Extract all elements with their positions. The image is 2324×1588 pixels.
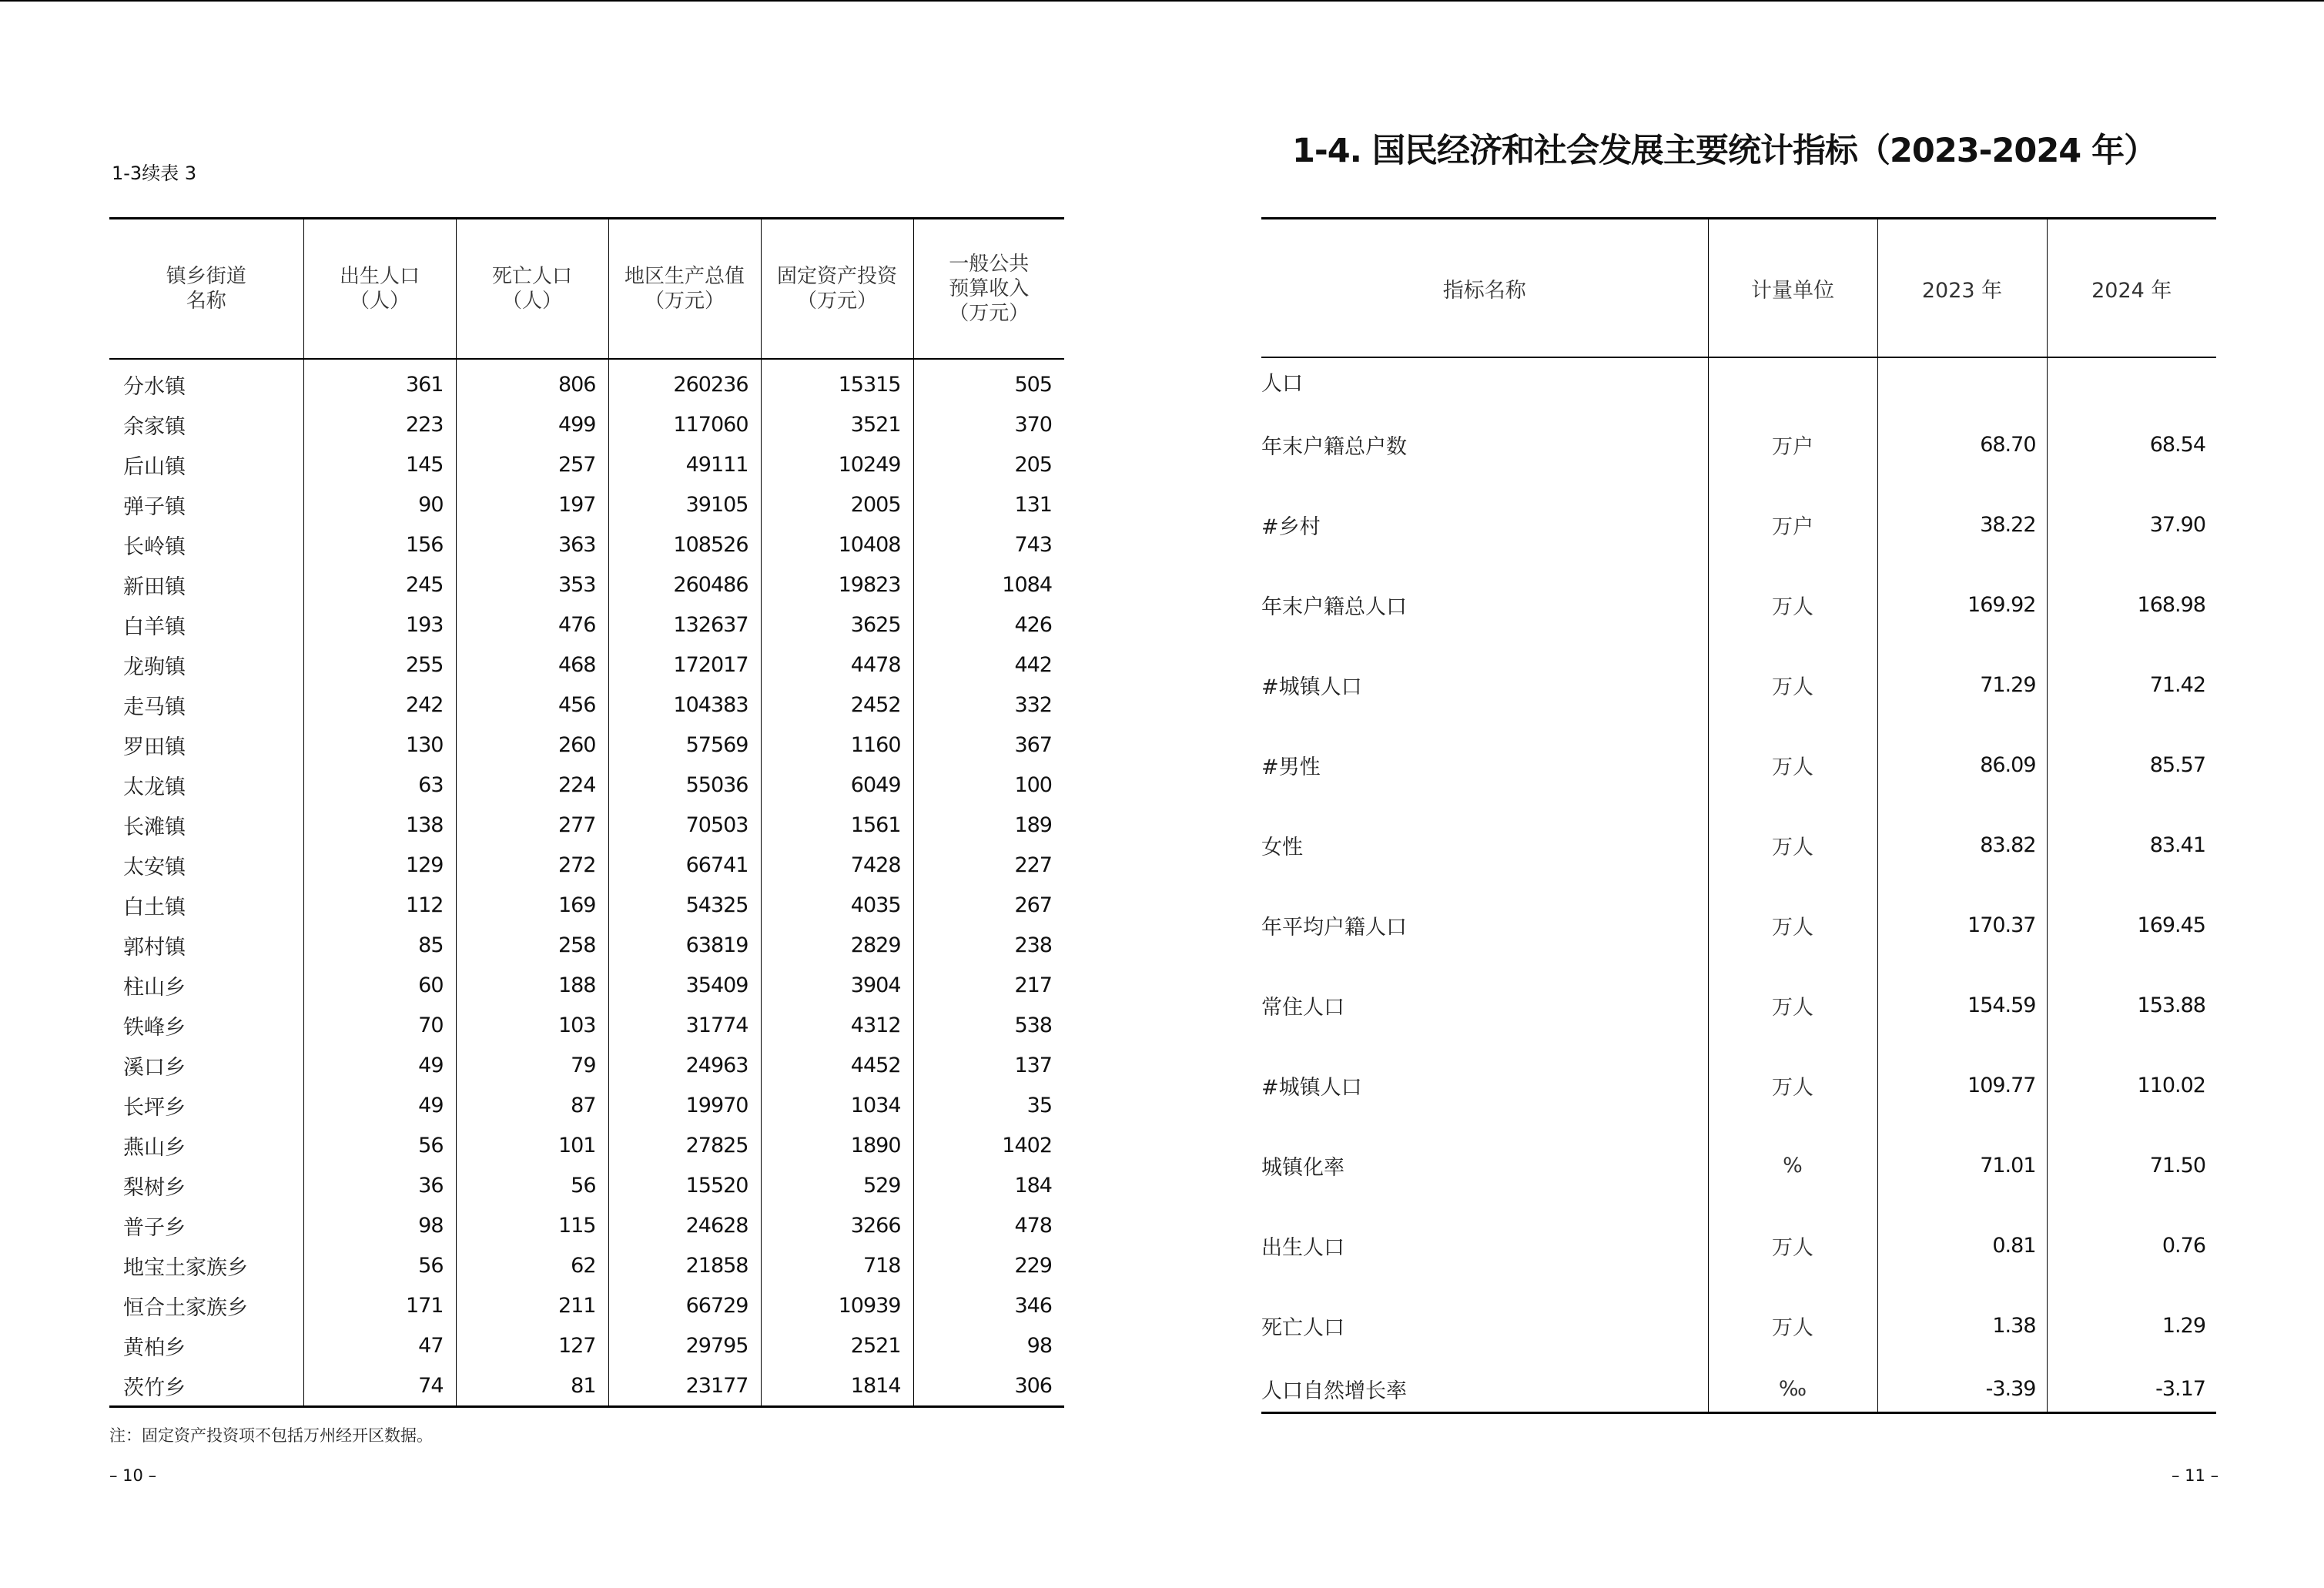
column-header: 出生人口 （人） — [303, 219, 456, 360]
table-row — [109, 685, 1064, 725]
data-cell: 31774 — [608, 1005, 761, 1045]
table-row — [109, 965, 1064, 1005]
table-row — [109, 885, 1064, 925]
data-cell: 98 — [913, 1325, 1064, 1365]
township-name: 燕山乡 — [123, 1135, 186, 1160]
value-cell: 169.45 — [2047, 885, 2216, 965]
table-row — [109, 1125, 1064, 1165]
value-cell: 71.01 — [1877, 1125, 2047, 1205]
table-row — [109, 484, 1064, 524]
data-cell: 115 — [456, 1205, 608, 1245]
data-cell: 15315 — [761, 359, 913, 404]
data-cell: 505 — [913, 359, 1064, 404]
township-name: 余家镇 — [123, 414, 186, 439]
township-name: 梨树乡 — [123, 1175, 186, 1200]
data-cell: 3625 — [761, 605, 913, 645]
data-cell: 499 — [456, 404, 608, 444]
data-cell: 103 — [456, 1005, 608, 1045]
data-cell: 529 — [761, 1165, 913, 1205]
unit-cell — [1708, 357, 1877, 404]
indicator-name: 年平均户籍人口 — [1261, 915, 1407, 940]
data-cell: 90 — [303, 484, 456, 524]
township-name: 龙驹镇 — [123, 655, 186, 679]
data-cell: 1890 — [761, 1125, 913, 1165]
table-row — [109, 805, 1064, 845]
data-cell: 806 — [456, 359, 608, 404]
data-cell: 15520 — [608, 1165, 761, 1205]
data-cell: 224 — [456, 765, 608, 805]
data-cell: 3904 — [761, 965, 913, 1005]
data-cell: 2005 — [761, 484, 913, 524]
data-cell: 6049 — [761, 765, 913, 805]
indicator-name: 人口 — [1261, 371, 1303, 396]
data-cell: 478 — [913, 1205, 1064, 1245]
data-cell: 361 — [303, 359, 456, 404]
table-row — [109, 645, 1064, 685]
data-cell: 10408 — [761, 524, 913, 565]
column-header: 地区生产总值 （万元） — [608, 219, 761, 360]
value-cell: 71.50 — [2047, 1125, 2216, 1205]
indicator-row — [1261, 565, 2216, 645]
data-cell: 4452 — [761, 1045, 913, 1085]
data-cell: 36 — [303, 1165, 456, 1205]
indicator-row — [1261, 404, 2216, 484]
indicator-row — [1261, 645, 2216, 725]
data-cell: 60 — [303, 965, 456, 1005]
table-row — [109, 925, 1064, 965]
table-row — [109, 1245, 1064, 1285]
data-cell: 260236 — [608, 359, 761, 404]
data-cell: 370 — [913, 404, 1064, 444]
data-cell: 74 — [303, 1365, 456, 1407]
column-header: 指标名称 — [1261, 219, 1708, 358]
data-cell: 332 — [913, 685, 1064, 725]
data-cell: 10939 — [761, 1285, 913, 1325]
data-cell: 718 — [761, 1245, 913, 1285]
value-cell: 85.57 — [2047, 725, 2216, 805]
page-number-right: – 11 – — [2172, 1466, 2219, 1485]
indicator-name: 年末户籍总户数 — [1261, 434, 1407, 459]
unit-cell: 万人 — [1708, 805, 1877, 885]
indicator-row — [1261, 484, 2216, 565]
data-cell: 538 — [913, 1005, 1064, 1045]
data-cell: 55036 — [608, 765, 761, 805]
value-cell: 153.88 — [2047, 965, 2216, 1045]
data-cell: 21858 — [608, 1245, 761, 1285]
data-cell: 2521 — [761, 1325, 913, 1365]
data-cell: 132637 — [608, 605, 761, 645]
indicator-name: #城镇人口 — [1261, 675, 1362, 699]
data-cell: 277 — [456, 805, 608, 845]
data-cell: 238 — [913, 925, 1064, 965]
data-cell: 56 — [303, 1125, 456, 1165]
value-cell: 1.38 — [1877, 1285, 2047, 1365]
data-cell: 1160 — [761, 725, 913, 765]
data-cell: 193 — [303, 605, 456, 645]
township-name: 太安镇 — [123, 855, 186, 879]
data-cell: 63819 — [608, 925, 761, 965]
data-cell: 260486 — [608, 565, 761, 605]
indicator-row — [1261, 1205, 2216, 1285]
main-indicators-table — [1261, 217, 2216, 1414]
township-name: 普子乡 — [123, 1215, 186, 1240]
indicator-name: 城镇化率 — [1261, 1155, 1345, 1180]
indicator-name: 人口自然增长率 — [1261, 1365, 1708, 1413]
data-cell: 100 — [913, 765, 1064, 805]
indicator-name: #乡村 — [1261, 514, 1321, 539]
data-cell: 7428 — [761, 845, 913, 885]
indicator-name: 死亡人口 — [1261, 1315, 1345, 1340]
indicator-row — [1261, 885, 2216, 965]
data-cell: 1814 — [761, 1365, 913, 1407]
page-number-left: – 10 – — [109, 1466, 157, 1485]
section-row — [1261, 357, 2216, 404]
data-cell: 245 — [303, 565, 456, 605]
data-cell: 169 — [456, 885, 608, 925]
data-cell: 197 — [456, 484, 608, 524]
township-name: 恒合土家族乡 — [123, 1295, 248, 1320]
value-cell: 68.70 — [1877, 404, 2047, 484]
data-cell: 117060 — [608, 404, 761, 444]
data-cell: 229 — [913, 1245, 1064, 1285]
data-cell: 19970 — [608, 1085, 761, 1125]
unit-cell: 万人 — [1708, 885, 1877, 965]
data-cell: 138 — [303, 805, 456, 845]
data-cell: 19823 — [761, 565, 913, 605]
table-row — [109, 404, 1064, 444]
data-cell: 49 — [303, 1045, 456, 1085]
data-cell: 66729 — [608, 1285, 761, 1325]
top-border-line — [0, 0, 2324, 2]
data-cell: 112 — [303, 885, 456, 925]
unit-cell: 万人 — [1708, 965, 1877, 1045]
township-name: 地宝土家族乡 — [123, 1255, 248, 1280]
indicator-name: #男性 — [1261, 755, 1321, 779]
value-cell — [1877, 357, 2047, 404]
data-cell: 79 — [456, 1045, 608, 1085]
column-header: 2024 年 — [2047, 219, 2216, 358]
data-cell: 2829 — [761, 925, 913, 965]
value-cell: 110.02 — [2047, 1045, 2216, 1125]
value-cell: -3.39 — [1877, 1365, 2047, 1413]
indicator-name: 出生人口 — [1261, 1235, 1345, 1260]
indicator-name: 年末户籍总人口 — [1261, 595, 1407, 619]
data-cell: 1034 — [761, 1085, 913, 1125]
data-cell: 24628 — [608, 1205, 761, 1245]
indicator-row — [1261, 1045, 2216, 1125]
data-cell: 70503 — [608, 805, 761, 845]
township-name: 太龙镇 — [123, 775, 186, 799]
township-name: 罗田镇 — [123, 735, 186, 759]
table-row — [109, 1365, 1064, 1407]
township-name: 后山镇 — [123, 454, 186, 479]
value-cell: 154.59 — [1877, 965, 2047, 1045]
township-name: 长岭镇 — [123, 534, 186, 559]
township-name: 溪口乡 — [123, 1055, 186, 1080]
data-cell: 476 — [456, 605, 608, 645]
value-cell: 0.81 — [1877, 1205, 2047, 1285]
data-cell: 258 — [456, 925, 608, 965]
data-cell: 104383 — [608, 685, 761, 725]
table-row — [109, 1085, 1064, 1125]
column-header: 固定资产投资 （万元） — [761, 219, 913, 360]
data-cell: 57569 — [608, 725, 761, 765]
data-cell: 353 — [456, 565, 608, 605]
value-cell: 170.37 — [1877, 885, 2047, 965]
data-cell: 56 — [456, 1165, 608, 1205]
data-cell: 242 — [303, 685, 456, 725]
value-cell: -3.17 — [2047, 1365, 2216, 1413]
data-cell: 188 — [456, 965, 608, 1005]
table-footnote: 注：固定资产投资项不包括万州经开区数据。 — [109, 1426, 433, 1445]
data-cell: 255 — [303, 645, 456, 685]
data-cell: 442 — [913, 645, 1064, 685]
table-row — [109, 1005, 1064, 1045]
data-cell: 363 — [456, 524, 608, 565]
data-cell: 426 — [913, 605, 1064, 645]
data-cell: 189 — [913, 805, 1064, 845]
township-name: 柱山乡 — [123, 975, 186, 1000]
data-cell: 85 — [303, 925, 456, 965]
township-name: 长坪乡 — [123, 1095, 186, 1120]
data-cell: 81 — [456, 1365, 608, 1407]
township-name: 黄柏乡 — [123, 1335, 186, 1360]
indicator-row — [1261, 1285, 2216, 1365]
table-row — [109, 565, 1064, 605]
indicator-name: 女性 — [1261, 835, 1303, 859]
data-cell: 2452 — [761, 685, 913, 725]
data-cell: 49 — [303, 1085, 456, 1125]
unit-cell: 万户 — [1708, 484, 1877, 565]
data-cell: 260 — [456, 725, 608, 765]
data-cell: 1561 — [761, 805, 913, 845]
table-row — [109, 605, 1064, 645]
value-cell: 68.54 — [2047, 404, 2216, 484]
data-cell: 56 — [303, 1245, 456, 1285]
data-cell: 456 — [456, 685, 608, 725]
indicator-row — [1261, 1125, 2216, 1205]
indicator-row — [1261, 965, 2216, 1045]
unit-cell: 万户 — [1708, 404, 1877, 484]
data-cell: 227 — [913, 845, 1064, 885]
data-cell: 267 — [913, 885, 1064, 925]
page-title: 1-4. 国民经济和社会发展主要统计指标（2023-2024 年） — [1292, 132, 2157, 170]
data-cell: 4035 — [761, 885, 913, 925]
unit-cell: 万人 — [1708, 1045, 1877, 1125]
township-name: 长滩镇 — [123, 815, 186, 839]
table-header-row — [1261, 219, 2216, 358]
data-cell: 101 — [456, 1125, 608, 1165]
township-name: 白羊镇 — [123, 615, 186, 639]
unit-cell: % — [1708, 1125, 1877, 1205]
left-table-caption: 1-3续表 3 — [112, 162, 197, 184]
table-header-row — [109, 219, 1064, 360]
data-cell: 3521 — [761, 404, 913, 444]
data-cell: 24963 — [608, 1045, 761, 1085]
value-cell: 37.90 — [2047, 484, 2216, 565]
data-cell: 172017 — [608, 645, 761, 685]
data-cell: 47 — [303, 1325, 456, 1365]
data-cell: 1084 — [913, 565, 1064, 605]
indicator-name: 常住人口 — [1261, 995, 1345, 1020]
data-cell: 137 — [913, 1045, 1064, 1085]
township-name: 走马镇 — [123, 695, 186, 719]
unit-cell: 万人 — [1708, 1285, 1877, 1365]
data-cell: 4478 — [761, 645, 913, 685]
data-cell: 39105 — [608, 484, 761, 524]
data-cell: 23177 — [608, 1365, 761, 1407]
table-row — [109, 1205, 1064, 1245]
indicator-row — [1261, 1365, 2216, 1413]
data-cell: 145 — [303, 444, 456, 484]
data-cell: 98 — [303, 1205, 456, 1245]
data-cell: 129 — [303, 845, 456, 885]
data-cell: 62 — [456, 1245, 608, 1285]
unit-cell: 万人 — [1708, 725, 1877, 805]
data-cell: 131 — [913, 484, 1064, 524]
data-cell: 10249 — [761, 444, 913, 484]
column-header: 2023 年 — [1877, 219, 2047, 358]
indicator-row — [1261, 805, 2216, 885]
value-cell: 169.92 — [1877, 565, 2047, 645]
table-row — [109, 725, 1064, 765]
data-cell: 211 — [456, 1285, 608, 1325]
data-cell: 108526 — [608, 524, 761, 565]
data-cell: 257 — [456, 444, 608, 484]
value-cell: 38.22 — [1877, 484, 2047, 565]
indicator-row — [1261, 725, 2216, 805]
value-cell: 0.76 — [2047, 1205, 2216, 1285]
data-cell: 171 — [303, 1285, 456, 1325]
table-row — [109, 524, 1064, 565]
township-name: 茨竹乡 — [109, 1365, 303, 1407]
column-header: 计量单位 — [1708, 219, 1877, 358]
value-cell: 83.41 — [2047, 805, 2216, 885]
table-row — [109, 765, 1064, 805]
data-cell: 87 — [456, 1085, 608, 1125]
data-cell: 306 — [913, 1365, 1064, 1407]
data-cell: 223 — [303, 404, 456, 444]
data-cell: 49111 — [608, 444, 761, 484]
township-statistics-table — [109, 217, 1064, 1408]
unit-cell: 万人 — [1708, 565, 1877, 645]
value-cell — [2047, 357, 2216, 404]
indicator-name: #城镇人口 — [1261, 1075, 1362, 1100]
data-cell: 272 — [456, 845, 608, 885]
data-cell: 35409 — [608, 965, 761, 1005]
township-name: 新田镇 — [123, 575, 186, 599]
value-cell: 71.42 — [2047, 645, 2216, 725]
value-cell: 71.29 — [1877, 645, 2047, 725]
table-row — [109, 1325, 1064, 1365]
table-row — [109, 444, 1064, 484]
data-cell: 367 — [913, 725, 1064, 765]
township-name: 郭村镇 — [123, 935, 186, 960]
data-cell: 217 — [913, 965, 1064, 1005]
value-cell: 109.77 — [1877, 1045, 2047, 1125]
value-cell: 168.98 — [2047, 565, 2216, 645]
unit-cell: 万人 — [1708, 645, 1877, 725]
data-cell: 743 — [913, 524, 1064, 565]
data-cell: 130 — [303, 725, 456, 765]
column-header: 镇乡街道 名称 — [109, 219, 303, 360]
table-row — [109, 1165, 1064, 1205]
data-cell: 205 — [913, 444, 1064, 484]
data-cell: 1402 — [913, 1125, 1064, 1165]
township-name: 弹子镇 — [123, 494, 186, 519]
value-cell: 83.82 — [1877, 805, 2047, 885]
value-cell: 86.09 — [1877, 725, 2047, 805]
data-cell: 70 — [303, 1005, 456, 1045]
unit-cell: ‰ — [1708, 1365, 1877, 1413]
data-cell: 346 — [913, 1285, 1064, 1325]
data-cell: 66741 — [608, 845, 761, 885]
unit-cell: 万人 — [1708, 1205, 1877, 1285]
data-cell: 4312 — [761, 1005, 913, 1045]
data-cell: 27825 — [608, 1125, 761, 1165]
data-cell: 468 — [456, 645, 608, 685]
data-cell: 127 — [456, 1325, 608, 1365]
column-header: 一般公共 预算收入 （万元） — [913, 219, 1064, 360]
township-name: 铁峰乡 — [123, 1015, 186, 1040]
table-row — [109, 359, 1064, 404]
data-cell: 63 — [303, 765, 456, 805]
table-row — [109, 1285, 1064, 1325]
table-row — [109, 1045, 1064, 1085]
data-cell: 54325 — [608, 885, 761, 925]
data-cell: 184 — [913, 1165, 1064, 1205]
data-cell: 35 — [913, 1085, 1064, 1125]
township-name: 白土镇 — [123, 895, 186, 920]
column-header: 死亡人口 （人） — [456, 219, 608, 360]
data-cell: 156 — [303, 524, 456, 565]
township-name: 分水镇 — [123, 374, 186, 399]
data-cell: 3266 — [761, 1205, 913, 1245]
data-cell: 29795 — [608, 1325, 761, 1365]
table-row — [109, 845, 1064, 885]
value-cell: 1.29 — [2047, 1285, 2216, 1365]
